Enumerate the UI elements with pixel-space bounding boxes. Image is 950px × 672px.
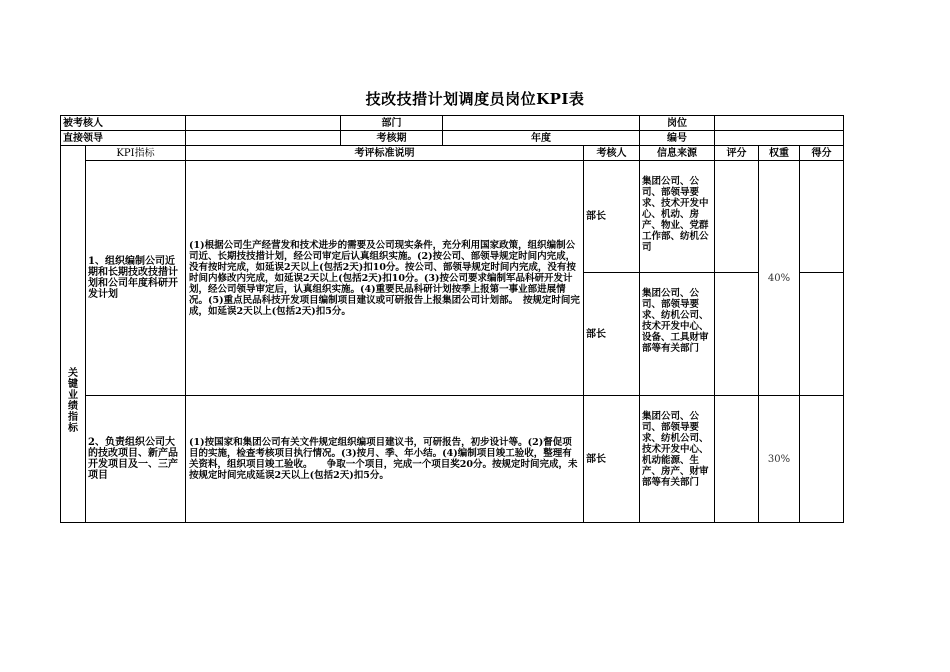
dept-value[interactable] [443,116,640,131]
year-label: 年度 [443,131,640,146]
kpi-2-criteria: (1)按国家和集团公司有关文件规定组织编项目建议书，可研报告，初步设计等。(2)督促项目的实施，检查考核项目执行情况。(3)按月、季、年小结。(4)编制项目竣工验收，整理有关资料，组织项目竣工验收。 争取一个项目，完成一个项目奖20分。按规定时间完成，未按规定时间完成延误2天以上(包括2天)扣5分。 [186,396,584,523]
kpi-1-source-1: 集团公司、公司、部领导要求、技术开发中心、机动、房产、物业、党群工作部、纺机公司 [640,161,715,273]
kpi-1-weight: 40% [759,161,800,396]
kpi-2-weight: 30% [759,396,800,523]
col-criteria: 考评标准说明 [186,146,584,161]
examinee-label: 被考核人 [61,116,186,131]
kpi-2-examiner: 部长 [584,396,640,523]
kpi-2-score[interactable] [715,396,759,523]
kpi-2-source: 集团公司、公司、部领导要求、纺机公司、技术开发中心、机动能源、生产、房产、财审部等有关部门 [640,396,715,523]
kpi-1-name: 1、组织编制公司近期和长期技改技措计划和公司年度科研开发计划 [86,161,186,396]
col-weight: 权重 [759,146,800,161]
number-value[interactable] [715,131,844,146]
col-score: 评分 [715,146,759,161]
column-header-row [61,146,844,161]
kpi-2-name: 2、负责组织公司大的技改项目、新产品开发项目及一、三产项目 [86,396,186,523]
kpi-2-points[interactable] [800,396,844,523]
page-title: 技改技措计划调度员岗位KPI表 [365,90,585,108]
kpi-1-examiner-1: 部长 [584,161,640,273]
period-label: 考核期 [341,131,443,146]
col-kpi: KPI指标 [86,146,186,161]
header-row-leader [61,131,844,146]
leader-value[interactable] [186,131,341,146]
kpi-1-score-1[interactable] [715,161,759,273]
leader-label: 直接领导 [61,131,186,146]
post-value[interactable] [715,116,844,131]
post-label: 岗位 [640,116,715,131]
kpi-1-points-1[interactable] [800,161,844,273]
number-label: 编号 [640,131,715,146]
kpi-row-1a [61,161,844,273]
kpi-1-score-2[interactable] [715,273,759,396]
kpi-1-criteria: (1)根据公司生产经营发和技术进步的需要及公司现实条件，充分利用国家政策，组织编制公司近、长期技技措计划，经公司审定后认真组织实施。(2)按公司、部领导规定时间内完成，没有按时完成，如延误2天以上(包括2天)扣10分。按公司、部领导规定时间内完成，没有按时间内修改内完成，如延误2天以上(包括2天)扣10分。(3)按公司要求编制军品科研开发计划，经公司领导审定后，认真组织实施。(4)重要民品科研计划按季上报第一事业部进展情况。(5)重点民品科技开发项目编制项目建议或可研报告上报集团公司计划部。 按规定时间完成，如延误2天以上(包括2天)扣5分。 [186,161,584,396]
kpi-table [60,115,844,523]
kpi-row-2 [61,396,844,523]
dept-label: 部门 [341,116,443,131]
col-points: 得分 [800,146,844,161]
examinee-value[interactable] [186,116,341,131]
header-row-examinee [61,116,844,131]
col-source: 信息来源 [640,146,715,161]
col-examiner: 考核人 [584,146,640,161]
kpi-1-source-2: 集团公司、公司、部领导要求、纺机公司、技术开发中心、设备、工具财审部等有关部门 [640,273,715,396]
kpi-1-examiner-2: 部长 [584,273,640,396]
section-label: 关 键 业 绩 指 标 [61,146,86,523]
kpi-1-points-2[interactable] [800,273,844,396]
